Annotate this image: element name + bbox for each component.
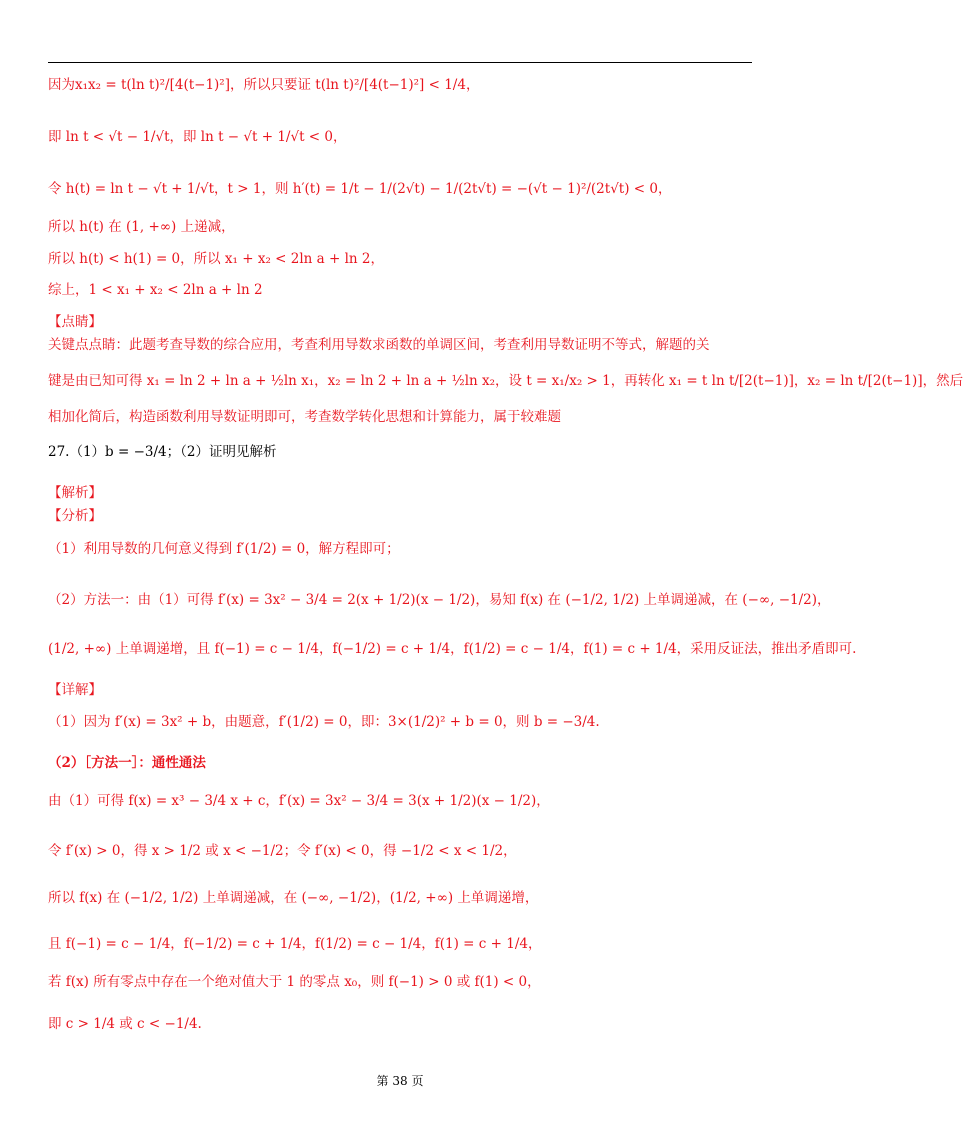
page-footer: 第 38 页: [376, 1074, 424, 1088]
text-line-5: 所以 h(t) < h(1) = 0，所以 x₁ + x₂ < 2ln a + ln 2，: [48, 251, 384, 267]
text-line-7: 【点睛】: [48, 314, 102, 330]
text-line-14: （1）利用导数的几何意义得到 f′(1/2) = 0，解方程即可；: [48, 541, 400, 557]
text-line-16: (1/2, +∞) 上单调递增，且 f(−1) = c − 1/4，f(−1/2) = c + 1/4，f(1/2) = c − 1/4，f(1) = c + 1/4，采用反证法，推出矛盾即可.: [48, 641, 857, 657]
text-line-1: 因为x₁x₂ = t(ln t)²/[4(t−1)²]，所以只要证 t(ln t)²/[4(t−1)²] < 1/4，: [48, 77, 480, 93]
text-line-23: 且 f(−1) = c − 1/4，f(−1/2) = c + 1/4，f(1/2) = c − 1/4，f(1) = c + 1/4，: [48, 936, 542, 952]
text-line-24: 若 f(x) 所有零点中存在一个绝对值大于 1 的零点 x₀，则 f(−1) > 0 或 f(1) < 0，: [48, 974, 541, 990]
text-line-3: 令 h(t) = ln t − √t + 1/√t，t > 1，则 h′(t) = 1/t − 1/(2√t) − 1/(2t√t) = −(√t − 1)²/(2t√t) < 0，: [48, 181, 672, 197]
text-line-9: 键是由已知可得 x₁ = ln 2 + ln a + ½ln x₁，x₂ = ln 2 + ln a + ½ln x₂，设 t = x₁/x₂ > 1，再转化 x₁ = t ln t/[2(t−1)]，x₂ = ln t/[2(t−1)]，然后: [48, 373, 963, 389]
text-line-20: 由（1）可得 f(x) = x³ − 3/4 x + c，f′(x) = 3x² − 3/4 = 3(x + 1/2)(x − 1/2)，: [48, 793, 550, 809]
text-line-19: （2）［方法一］：通性通法: [48, 755, 206, 771]
text-line-10: 相加化简后，构造函数利用导数证明即可，考查数学转化思想和计算能力，属于较难题: [48, 409, 561, 425]
text-line-4: 所以 h(t) 在 (1, +∞) 上递减，: [48, 219, 235, 235]
text-line-21: 令 f′(x) > 0，得 x > 1/2 或 x < −1/2；令 f′(x) < 0，得 −1/2 < x < 1/2，: [48, 843, 517, 859]
text-line-22: 所以 f(x) 在 (−1/2, 1/2) 上单调递减，在 (−∞, −1/2)，(1/2, +∞) 上单调递增，: [48, 890, 539, 906]
text-line-15: （2）方法一：由（1）可得 f′(x) = 3x² − 3/4 = 2(x + 1/2)(x − 1/2)，易知 f(x) 在 (−1/2, 1/2) 上单调递减，在 (−∞, −1/2)，: [48, 592, 831, 608]
text-line-17: 【详解】: [48, 682, 102, 698]
text-line-12: 【解析】: [48, 485, 102, 501]
text-line-25: 即 c > 1/4 或 c < −1/4.: [48, 1016, 202, 1032]
text-line-13: 【分析】: [48, 508, 102, 524]
text-line-11: 27.（1）b = −3/4；（2）证明见解析: [48, 444, 277, 460]
text-line-6: 综上，1 < x₁ + x₂ < 2ln a + ln 2: [48, 282, 263, 298]
text-line-2: 即 ln t < √t − 1/√t，即 ln t − √t + 1/√t < 0，: [48, 129, 347, 145]
text-line-8: 关键点点睛：此题考查导数的综合应用，考查利用导数求函数的单调区间，考查利用导数证明不等式，解题的关: [48, 337, 710, 353]
header-rule: [48, 62, 752, 63]
text-line-18: （1）因为 f′(x) = 3x² + b，由题意，f′(1/2) = 0，即：3×(1/2)² + b = 0，则 b = −3/4.: [48, 714, 600, 730]
